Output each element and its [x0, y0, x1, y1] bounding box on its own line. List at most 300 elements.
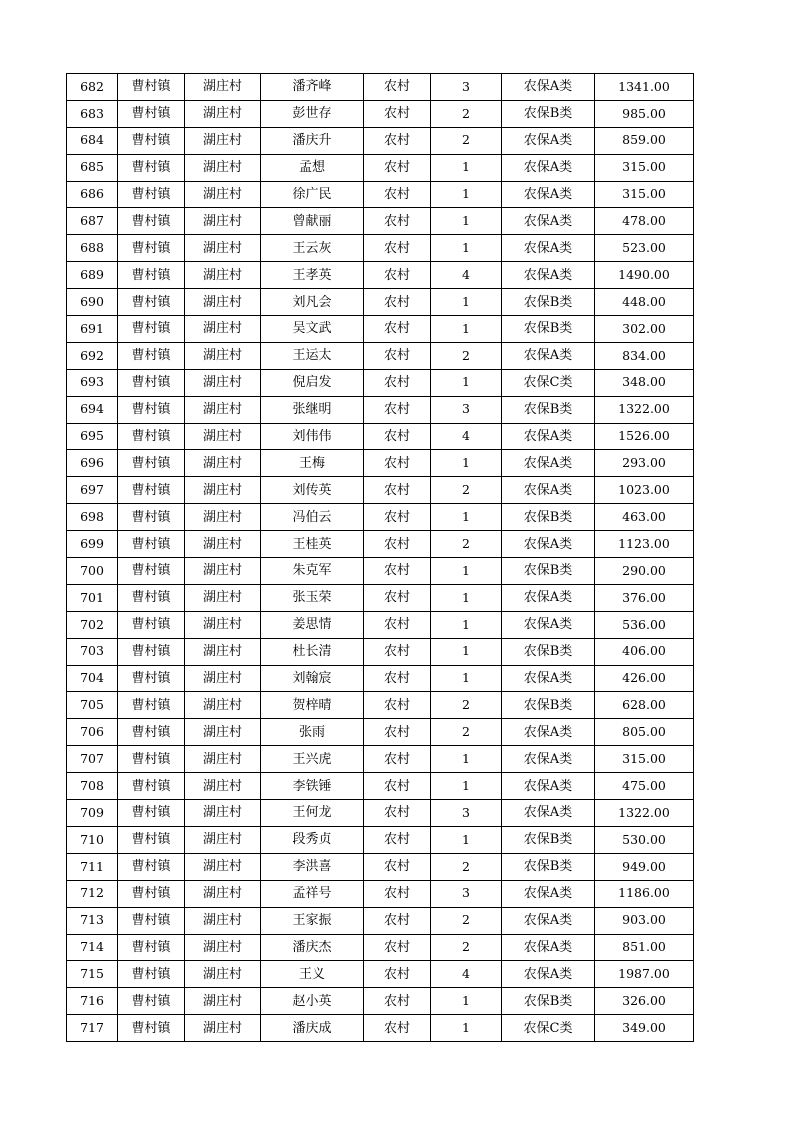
household-type-cell: 农村 [364, 853, 431, 880]
household-type-cell: 农村 [364, 154, 431, 181]
village-cell: 湖庄村 [185, 826, 261, 853]
people-count-cell: 3 [431, 880, 502, 907]
household-type-cell: 农村 [364, 988, 431, 1015]
amount-cell: 1186.00 [595, 880, 694, 907]
household-type-cell: 农村 [364, 423, 431, 450]
row-number-cell: 699 [67, 531, 118, 558]
table-row [67, 262, 694, 289]
row-number-cell: 705 [67, 692, 118, 719]
amount-cell: 475.00 [595, 773, 694, 800]
household-type-cell: 农村 [364, 262, 431, 289]
person-name-cell: 李铁锤 [261, 773, 364, 800]
row-number-cell: 709 [67, 800, 118, 827]
amount-cell: 448.00 [595, 289, 694, 316]
household-type-cell: 农村 [364, 611, 431, 638]
row-number-cell: 689 [67, 262, 118, 289]
household-type-cell: 农村 [364, 558, 431, 585]
village-cell: 湖庄村 [185, 665, 261, 692]
town-cell: 曹村镇 [118, 235, 185, 262]
insurance-category-cell: 农保A类 [502, 961, 595, 988]
person-name-cell: 徐广民 [261, 181, 364, 208]
row-number-cell: 706 [67, 719, 118, 746]
town-cell: 曹村镇 [118, 611, 185, 638]
person-name-cell: 彭世存 [261, 100, 364, 127]
insurance-category-cell: 农保A类 [502, 665, 595, 692]
people-count-cell: 4 [431, 423, 502, 450]
village-cell: 湖庄村 [185, 558, 261, 585]
village-cell: 湖庄村 [185, 262, 261, 289]
person-name-cell: 刘伟伟 [261, 423, 364, 450]
amount-cell: 1123.00 [595, 531, 694, 558]
person-name-cell: 朱克军 [261, 558, 364, 585]
insurance-category-cell: 农保A类 [502, 235, 595, 262]
person-name-cell: 潘庆成 [261, 1015, 364, 1042]
table-row [67, 988, 694, 1015]
table-row [67, 504, 694, 531]
amount-cell: 406.00 [595, 638, 694, 665]
town-cell: 曹村镇 [118, 773, 185, 800]
people-count-cell: 2 [431, 477, 502, 504]
town-cell: 曹村镇 [118, 719, 185, 746]
household-type-cell: 农村 [364, 584, 431, 611]
town-cell: 曹村镇 [118, 342, 185, 369]
person-name-cell: 刘凡会 [261, 289, 364, 316]
household-type-cell: 农村 [364, 74, 431, 101]
row-number-cell: 693 [67, 369, 118, 396]
town-cell: 曹村镇 [118, 208, 185, 235]
table-row [67, 450, 694, 477]
amount-cell: 348.00 [595, 369, 694, 396]
household-type-cell: 农村 [364, 934, 431, 961]
village-cell: 湖庄村 [185, 611, 261, 638]
town-cell: 曹村镇 [118, 800, 185, 827]
village-cell: 湖庄村 [185, 638, 261, 665]
row-number-cell: 701 [67, 584, 118, 611]
row-number-cell: 685 [67, 154, 118, 181]
table-row [67, 477, 694, 504]
amount-cell: 478.00 [595, 208, 694, 235]
village-cell: 湖庄村 [185, 181, 261, 208]
town-cell: 曹村镇 [118, 692, 185, 719]
row-number-cell: 688 [67, 235, 118, 262]
town-cell: 曹村镇 [118, 826, 185, 853]
data-table [66, 73, 694, 1042]
insurance-category-cell: 农保B类 [502, 289, 595, 316]
table-row [67, 289, 694, 316]
village-cell: 湖庄村 [185, 934, 261, 961]
insurance-category-cell: 农保A类 [502, 907, 595, 934]
insurance-category-cell: 农保A类 [502, 450, 595, 477]
household-type-cell: 农村 [364, 531, 431, 558]
amount-cell: 1526.00 [595, 423, 694, 450]
insurance-category-cell: 农保B类 [502, 558, 595, 585]
town-cell: 曹村镇 [118, 396, 185, 423]
people-count-cell: 2 [431, 934, 502, 961]
people-count-cell: 3 [431, 74, 502, 101]
household-type-cell: 农村 [364, 289, 431, 316]
household-type-cell: 农村 [364, 880, 431, 907]
town-cell: 曹村镇 [118, 477, 185, 504]
people-count-cell: 1 [431, 235, 502, 262]
town-cell: 曹村镇 [118, 853, 185, 880]
person-name-cell: 王云灰 [261, 235, 364, 262]
amount-cell: 326.00 [595, 988, 694, 1015]
amount-cell: 903.00 [595, 907, 694, 934]
row-number-cell: 714 [67, 934, 118, 961]
household-type-cell: 农村 [364, 907, 431, 934]
people-count-cell: 1 [431, 558, 502, 585]
insurance-category-cell: 农保A类 [502, 423, 595, 450]
row-number-cell: 683 [67, 100, 118, 127]
village-cell: 湖庄村 [185, 773, 261, 800]
town-cell: 曹村镇 [118, 423, 185, 450]
table-row [67, 127, 694, 154]
insurance-category-cell: 农保A类 [502, 342, 595, 369]
table-row [67, 719, 694, 746]
person-name-cell: 王梅 [261, 450, 364, 477]
amount-cell: 302.00 [595, 316, 694, 343]
table-row [67, 907, 694, 934]
row-number-cell: 698 [67, 504, 118, 531]
amount-cell: 315.00 [595, 154, 694, 181]
household-type-cell: 农村 [364, 208, 431, 235]
insurance-category-cell: 农保B类 [502, 316, 595, 343]
people-count-cell: 1 [431, 154, 502, 181]
insurance-category-cell: 农保A类 [502, 773, 595, 800]
person-name-cell: 王孝英 [261, 262, 364, 289]
town-cell: 曹村镇 [118, 181, 185, 208]
table-row [67, 369, 694, 396]
town-cell: 曹村镇 [118, 100, 185, 127]
village-cell: 湖庄村 [185, 127, 261, 154]
person-name-cell: 王家振 [261, 907, 364, 934]
person-name-cell: 段秀贞 [261, 826, 364, 853]
people-count-cell: 1 [431, 665, 502, 692]
table-row [67, 208, 694, 235]
insurance-category-cell: 农保C类 [502, 1015, 595, 1042]
row-number-cell: 704 [67, 665, 118, 692]
town-cell: 曹村镇 [118, 74, 185, 101]
insurance-category-cell: 农保A类 [502, 934, 595, 961]
amount-cell: 290.00 [595, 558, 694, 585]
table-row [67, 853, 694, 880]
table-body [67, 74, 694, 1042]
row-number-cell: 711 [67, 853, 118, 880]
people-count-cell: 2 [431, 907, 502, 934]
row-number-cell: 713 [67, 907, 118, 934]
amount-cell: 523.00 [595, 235, 694, 262]
insurance-category-cell: 农保B类 [502, 504, 595, 531]
village-cell: 湖庄村 [185, 369, 261, 396]
village-cell: 湖庄村 [185, 208, 261, 235]
town-cell: 曹村镇 [118, 369, 185, 396]
people-count-cell: 1 [431, 450, 502, 477]
village-cell: 湖庄村 [185, 692, 261, 719]
household-type-cell: 农村 [364, 316, 431, 343]
insurance-category-cell: 农保A类 [502, 531, 595, 558]
village-cell: 湖庄村 [185, 800, 261, 827]
household-type-cell: 农村 [364, 450, 431, 477]
table-row [67, 1015, 694, 1042]
insurance-category-cell: 农保A类 [502, 719, 595, 746]
people-count-cell: 1 [431, 316, 502, 343]
village-cell: 湖庄村 [185, 853, 261, 880]
village-cell: 湖庄村 [185, 316, 261, 343]
table-row [67, 100, 694, 127]
table-row [67, 934, 694, 961]
town-cell: 曹村镇 [118, 934, 185, 961]
table-row [67, 181, 694, 208]
insurance-category-cell: 农保A类 [502, 611, 595, 638]
village-cell: 湖庄村 [185, 907, 261, 934]
insurance-category-cell: 农保A类 [502, 74, 595, 101]
person-name-cell: 曾献丽 [261, 208, 364, 235]
row-number-cell: 687 [67, 208, 118, 235]
person-name-cell: 王何龙 [261, 800, 364, 827]
amount-cell: 985.00 [595, 100, 694, 127]
row-number-cell: 691 [67, 316, 118, 343]
table-row [67, 74, 694, 101]
insurance-category-cell: 农保A类 [502, 880, 595, 907]
household-type-cell: 农村 [364, 719, 431, 746]
town-cell: 曹村镇 [118, 961, 185, 988]
insurance-category-cell: 农保B类 [502, 638, 595, 665]
town-cell: 曹村镇 [118, 746, 185, 773]
row-number-cell: 708 [67, 773, 118, 800]
household-type-cell: 农村 [364, 396, 431, 423]
insurance-category-cell: 农保B类 [502, 692, 595, 719]
row-number-cell: 717 [67, 1015, 118, 1042]
household-type-cell: 农村 [364, 826, 431, 853]
people-count-cell: 1 [431, 504, 502, 531]
village-cell: 湖庄村 [185, 584, 261, 611]
village-cell: 湖庄村 [185, 289, 261, 316]
row-number-cell: 696 [67, 450, 118, 477]
amount-cell: 293.00 [595, 450, 694, 477]
insurance-category-cell: 农保A类 [502, 746, 595, 773]
row-number-cell: 707 [67, 746, 118, 773]
person-name-cell: 张继明 [261, 396, 364, 423]
village-cell: 湖庄村 [185, 880, 261, 907]
person-name-cell: 王义 [261, 961, 364, 988]
row-number-cell: 690 [67, 289, 118, 316]
town-cell: 曹村镇 [118, 262, 185, 289]
household-type-cell: 农村 [364, 235, 431, 262]
person-name-cell: 张雨 [261, 719, 364, 746]
village-cell: 湖庄村 [185, 477, 261, 504]
household-type-cell: 农村 [364, 773, 431, 800]
row-number-cell: 692 [67, 342, 118, 369]
row-number-cell: 700 [67, 558, 118, 585]
table-row [67, 611, 694, 638]
amount-cell: 463.00 [595, 504, 694, 531]
village-cell: 湖庄村 [185, 100, 261, 127]
insurance-category-cell: 农保A类 [502, 477, 595, 504]
person-name-cell: 孟祥号 [261, 880, 364, 907]
town-cell: 曹村镇 [118, 289, 185, 316]
people-count-cell: 1 [431, 988, 502, 1015]
town-cell: 曹村镇 [118, 1015, 185, 1042]
table-row [67, 342, 694, 369]
table-row [67, 665, 694, 692]
amount-cell: 628.00 [595, 692, 694, 719]
people-count-cell: 1 [431, 369, 502, 396]
town-cell: 曹村镇 [118, 127, 185, 154]
town-cell: 曹村镇 [118, 880, 185, 907]
village-cell: 湖庄村 [185, 423, 261, 450]
town-cell: 曹村镇 [118, 531, 185, 558]
row-number-cell: 697 [67, 477, 118, 504]
table-row [67, 800, 694, 827]
village-cell: 湖庄村 [185, 450, 261, 477]
table-row [67, 638, 694, 665]
table-row [67, 961, 694, 988]
insurance-category-cell: 农保B类 [502, 988, 595, 1015]
amount-cell: 1322.00 [595, 800, 694, 827]
table-row [67, 692, 694, 719]
insurance-category-cell: 农保B类 [502, 853, 595, 880]
table-row [67, 531, 694, 558]
person-name-cell: 吴文武 [261, 316, 364, 343]
person-name-cell: 赵小英 [261, 988, 364, 1015]
people-count-cell: 1 [431, 746, 502, 773]
household-type-cell: 农村 [364, 746, 431, 773]
town-cell: 曹村镇 [118, 450, 185, 477]
town-cell: 曹村镇 [118, 504, 185, 531]
household-type-cell: 农村 [364, 638, 431, 665]
people-count-cell: 4 [431, 961, 502, 988]
household-type-cell: 农村 [364, 800, 431, 827]
amount-cell: 315.00 [595, 746, 694, 773]
insurance-category-cell: 农保A类 [502, 208, 595, 235]
people-count-cell: 3 [431, 800, 502, 827]
household-type-cell: 农村 [364, 692, 431, 719]
row-number-cell: 712 [67, 880, 118, 907]
table-row [67, 584, 694, 611]
amount-cell: 1490.00 [595, 262, 694, 289]
amount-cell: 315.00 [595, 181, 694, 208]
insurance-category-cell: 农保A类 [502, 262, 595, 289]
row-number-cell: 715 [67, 961, 118, 988]
village-cell: 湖庄村 [185, 988, 261, 1015]
person-name-cell: 贺梓晴 [261, 692, 364, 719]
person-name-cell: 刘传英 [261, 477, 364, 504]
table-row [67, 880, 694, 907]
people-count-cell: 2 [431, 100, 502, 127]
village-cell: 湖庄村 [185, 235, 261, 262]
people-count-cell: 1 [431, 826, 502, 853]
person-name-cell: 李洪喜 [261, 853, 364, 880]
insurance-category-cell: 农保C类 [502, 369, 595, 396]
row-number-cell: 716 [67, 988, 118, 1015]
person-name-cell: 杜长清 [261, 638, 364, 665]
village-cell: 湖庄村 [185, 74, 261, 101]
amount-cell: 426.00 [595, 665, 694, 692]
people-count-cell: 2 [431, 719, 502, 746]
row-number-cell: 682 [67, 74, 118, 101]
town-cell: 曹村镇 [118, 558, 185, 585]
household-type-cell: 农村 [364, 961, 431, 988]
amount-cell: 349.00 [595, 1015, 694, 1042]
town-cell: 曹村镇 [118, 584, 185, 611]
village-cell: 湖庄村 [185, 342, 261, 369]
insurance-category-cell: 农保B类 [502, 396, 595, 423]
town-cell: 曹村镇 [118, 638, 185, 665]
person-name-cell: 孟想 [261, 154, 364, 181]
row-number-cell: 710 [67, 826, 118, 853]
amount-cell: 859.00 [595, 127, 694, 154]
person-name-cell: 王兴虎 [261, 746, 364, 773]
amount-cell: 1322.00 [595, 396, 694, 423]
village-cell: 湖庄村 [185, 504, 261, 531]
amount-cell: 834.00 [595, 342, 694, 369]
people-count-cell: 2 [431, 531, 502, 558]
household-type-cell: 农村 [364, 477, 431, 504]
person-name-cell: 王桂英 [261, 531, 364, 558]
amount-cell: 805.00 [595, 719, 694, 746]
people-count-cell: 2 [431, 692, 502, 719]
person-name-cell: 张玉荣 [261, 584, 364, 611]
amount-cell: 1341.00 [595, 74, 694, 101]
people-count-cell: 1 [431, 773, 502, 800]
table-row [67, 558, 694, 585]
insurance-category-cell: 农保B类 [502, 100, 595, 127]
town-cell: 曹村镇 [118, 907, 185, 934]
table-row [67, 396, 694, 423]
people-count-cell: 2 [431, 853, 502, 880]
person-name-cell: 潘齐峰 [261, 74, 364, 101]
household-type-cell: 农村 [364, 100, 431, 127]
table-row [67, 746, 694, 773]
village-cell: 湖庄村 [185, 154, 261, 181]
people-count-cell: 1 [431, 289, 502, 316]
person-name-cell: 冯伯云 [261, 504, 364, 531]
people-count-cell: 3 [431, 396, 502, 423]
table-row [67, 154, 694, 181]
person-name-cell: 潘庆杰 [261, 934, 364, 961]
town-cell: 曹村镇 [118, 154, 185, 181]
row-number-cell: 694 [67, 396, 118, 423]
amount-cell: 1987.00 [595, 961, 694, 988]
row-number-cell: 695 [67, 423, 118, 450]
insurance-category-cell: 农保B类 [502, 826, 595, 853]
household-type-cell: 农村 [364, 342, 431, 369]
people-count-cell: 1 [431, 181, 502, 208]
town-cell: 曹村镇 [118, 988, 185, 1015]
people-count-cell: 1 [431, 1015, 502, 1042]
person-name-cell: 倪启发 [261, 369, 364, 396]
people-count-cell: 1 [431, 638, 502, 665]
table-row [67, 235, 694, 262]
town-cell: 曹村镇 [118, 316, 185, 343]
insurance-category-cell: 农保A类 [502, 154, 595, 181]
village-cell: 湖庄村 [185, 746, 261, 773]
table-row [67, 773, 694, 800]
amount-cell: 949.00 [595, 853, 694, 880]
person-name-cell: 刘翰宸 [261, 665, 364, 692]
amount-cell: 1023.00 [595, 477, 694, 504]
person-name-cell: 潘庆升 [261, 127, 364, 154]
village-cell: 湖庄村 [185, 1015, 261, 1042]
row-number-cell: 702 [67, 611, 118, 638]
amount-cell: 376.00 [595, 584, 694, 611]
people-count-cell: 1 [431, 208, 502, 235]
amount-cell: 536.00 [595, 611, 694, 638]
table-row [67, 826, 694, 853]
village-cell: 湖庄村 [185, 531, 261, 558]
people-count-cell: 2 [431, 127, 502, 154]
household-type-cell: 农村 [364, 665, 431, 692]
